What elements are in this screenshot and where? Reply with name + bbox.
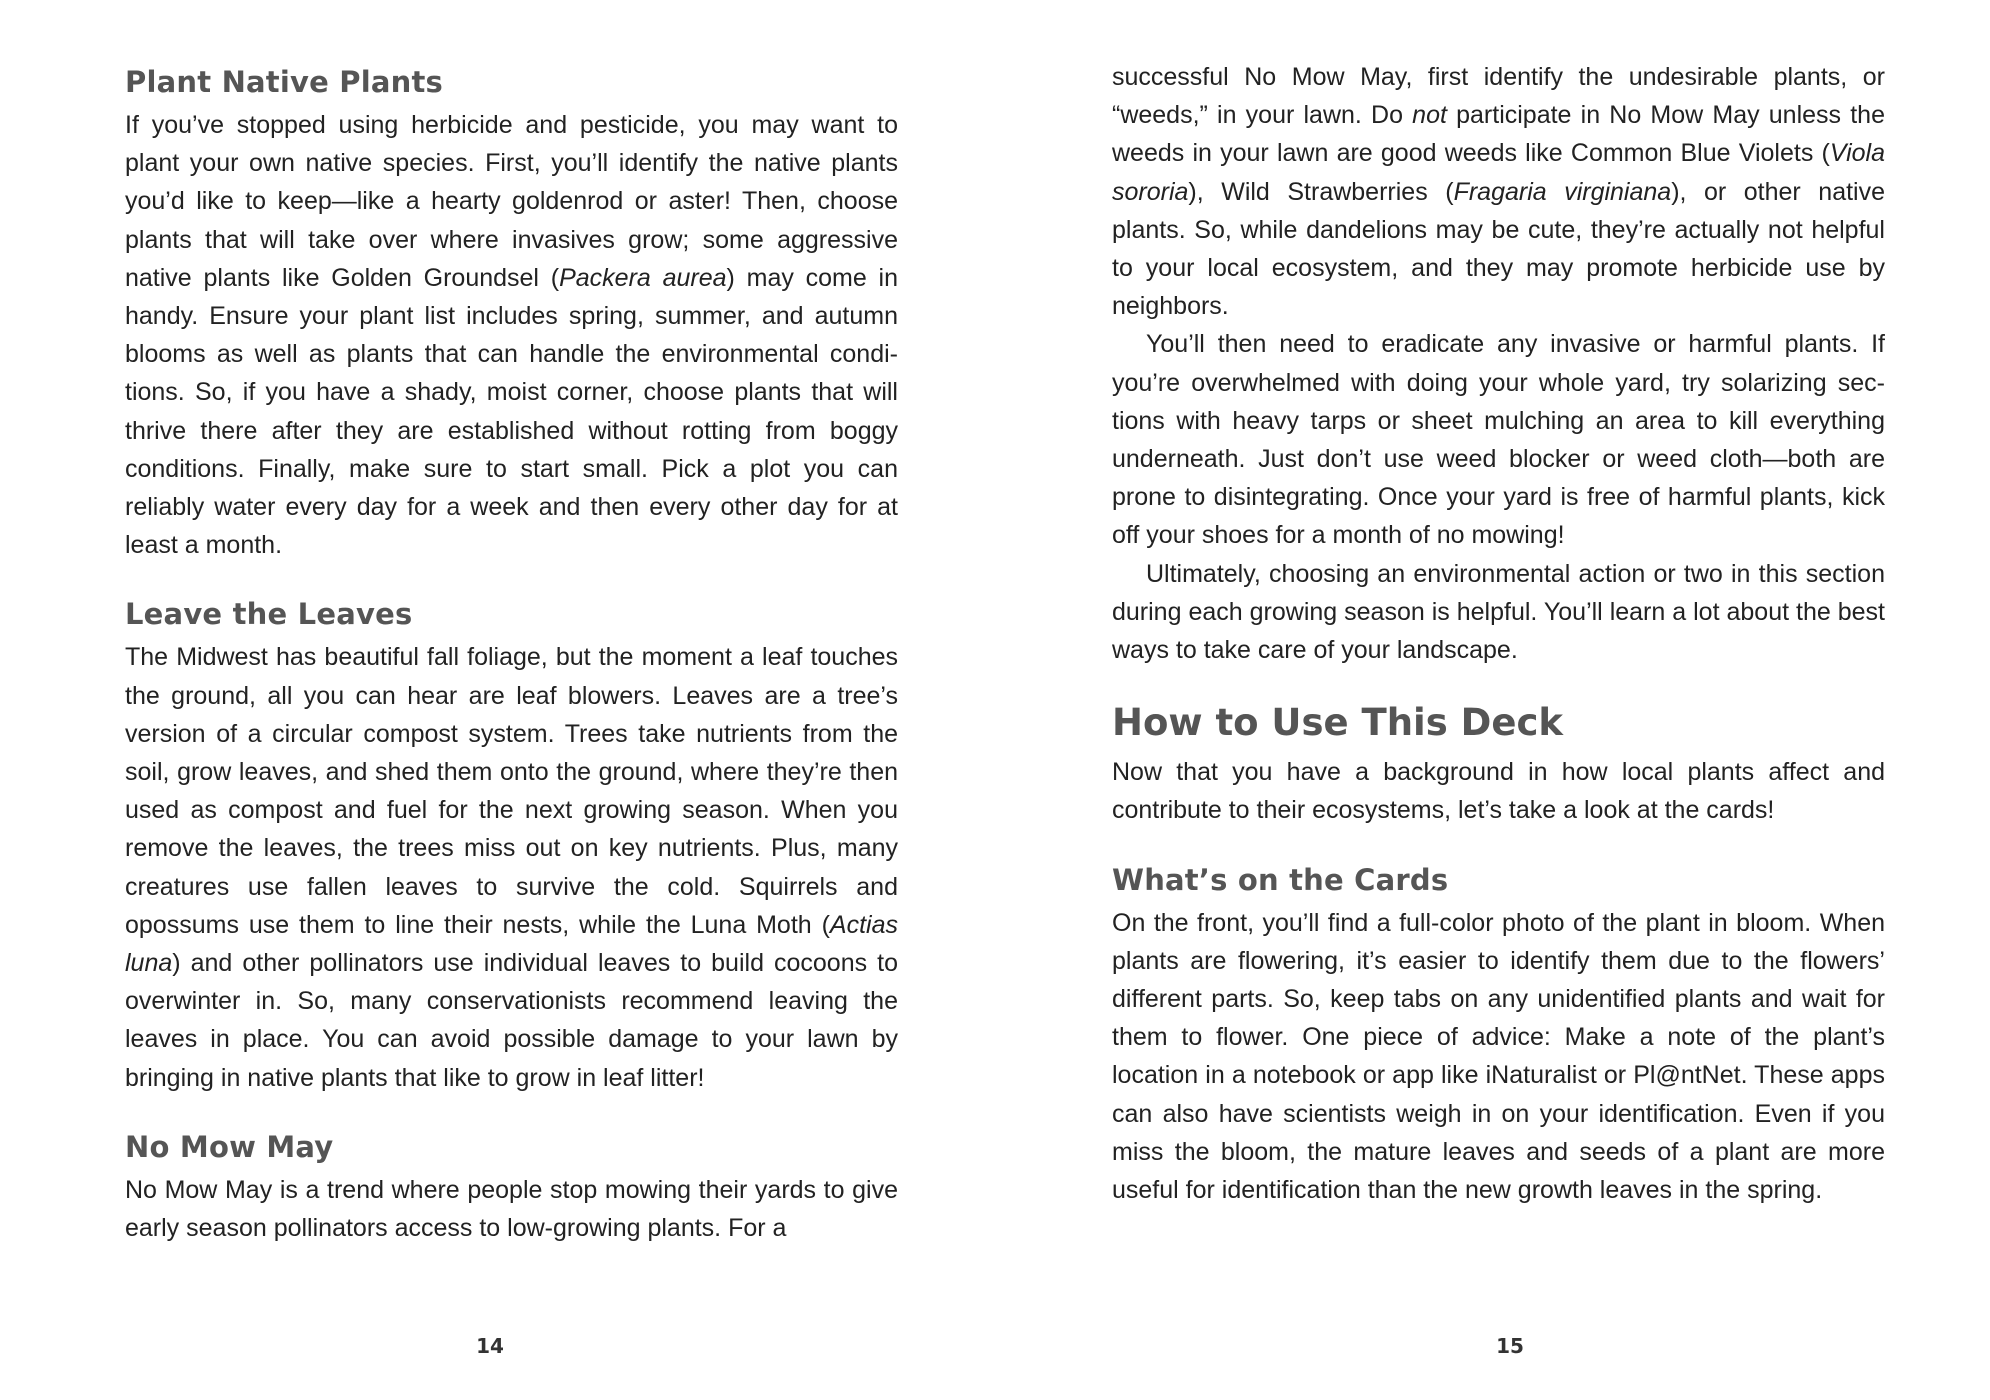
paragraph-plant-native-plants: If you’ve stopped using herbicide and pesticide, you may want to plant your own native species. First, you’ll identify the native plants you’d like to keep—like a hearty goldenrod or aster! Then, choose plants that will take over where invasives grow; some aggressive native plants like Golden Groundsel (Packera aurea) may come in handy. Ensure your plant list includes spring, summer, and autumn blooms as well as plants that can handle the environmental conditions. So, if you have a shady, moist corner, choose plants that will thrive there after they are established without rotting from boggy conditions. Finally, make sure to start small. Pick a plot you can reliably water every day for a week and then every other day for at least a month. <box>125 111 898 560</box>
paragraph-deck-intro: Now that you have a background in how local plants affect and contribute to their ecosystems, let’s take a look at the cards! <box>1112 758 1885 825</box>
page-number-right: 15 <box>1496 1334 1524 1358</box>
italic-term: Viola sororia <box>1112 139 1885 206</box>
heading-whats-on-the-cards: What’s on the Cards <box>1112 862 1449 897</box>
italic-term: Fragaria virginiana <box>1453 177 1672 206</box>
heading-plant-native-plants: Plant Native Plants <box>125 65 444 99</box>
heading-no-mow-may: No Mow May <box>125 1129 334 1164</box>
paragraph-eradicate-invasives: You’ll then need to eradicate any invasive or harmful plants. If you’re overwhelmed with doing your whole yard, try solarizing sections with heavy tarps or sheet mulching an area to kill everything underneath. Just don’t use weed blocker or weed cloth—both are prone to disintegrating. Once your yard is free of harmful plants, kick off your shoes for a month of no mowing! <box>1112 330 1885 550</box>
right-page <box>995 0 1990 1400</box>
paragraph-environmental-action: Ultimately, choosing an environmental action or two in this section during each growing season is helpful. You’ll learn a lot about the best ways to take care of your landscape. <box>1112 559 1885 665</box>
right-text-column <box>1112 58 1885 1209</box>
page-number-left: 14 <box>476 1334 504 1358</box>
italic-term: not <box>1412 101 1447 130</box>
paragraph-leave-the-leaves: The Midwest has beautiful fall foliage, but the moment a leaf touches the ground, all you can hear are leaf blowers. Leaves are a tree’s version of a circular compost system. Trees take nutrients from the soil, grow leaves, and shed them onto the ground, where they’re then used as compost and fuel for the next growing season. When you remove the leaves, the trees miss out on key nutrients. Plus, many creatures use fallen leaves to survive the cold. Squirrels and opossums use them to line their nests, while the Luna Moth (Actias luna) and other pollinators use individual leaves to build cocoons to overwinter in. So, many conservationists recommend leaving the leaves in place. You can avoid possible damage to your lawn by bringing in native plants that like to grow in leaf litter! <box>125 643 898 1092</box>
left-text-column <box>125 58 898 1247</box>
italic-term: Packera aurea <box>559 263 727 292</box>
paragraph-whats-on-the-cards: On the front, you’ll find a full-color photo of the plant in bloom. When plants are flowering, it’s easier to identify them due to the flowers’ different parts. So, keep tabs on any unidentified plants and wait for them to flower. One piece of advice: Make a note of the plant’s location in a notebook or app like iNaturalist or Pl@ntNet. These apps can also have scientists weigh in on your identification. Even if you miss the bloom, the mature leaves and seeds of a plant are more useful for identification than the new growth leaves in the spring. <box>1112 908 1885 1205</box>
heading-how-to-use-this-deck: How to Use This Deck <box>1112 701 1563 745</box>
italic-term: Actias luna <box>125 910 898 978</box>
heading-leave-the-leaves: Leave the Leaves <box>125 597 413 632</box>
paragraph-no-mow-may: No Mow May is a trend where people stop mowing their yards to give early season pollinators access to low-growing plants. For a <box>125 1175 898 1243</box>
paragraph-no-mow-may-continued: successful No Mow May, first identify the undesirable plants, or “weeds,” in your lawn. Do not participate in No Mow May unless the weeds in your lawn are good weeds like Common Blue Violets (Viola sororia), Wild Strawberries (Fragaria virginiana), or other native plants. So, while dandelions may be cute, they’re actually not helpful to your local ecosystem, and they may promote herbicide use by neighbors. <box>1112 63 1886 321</box>
